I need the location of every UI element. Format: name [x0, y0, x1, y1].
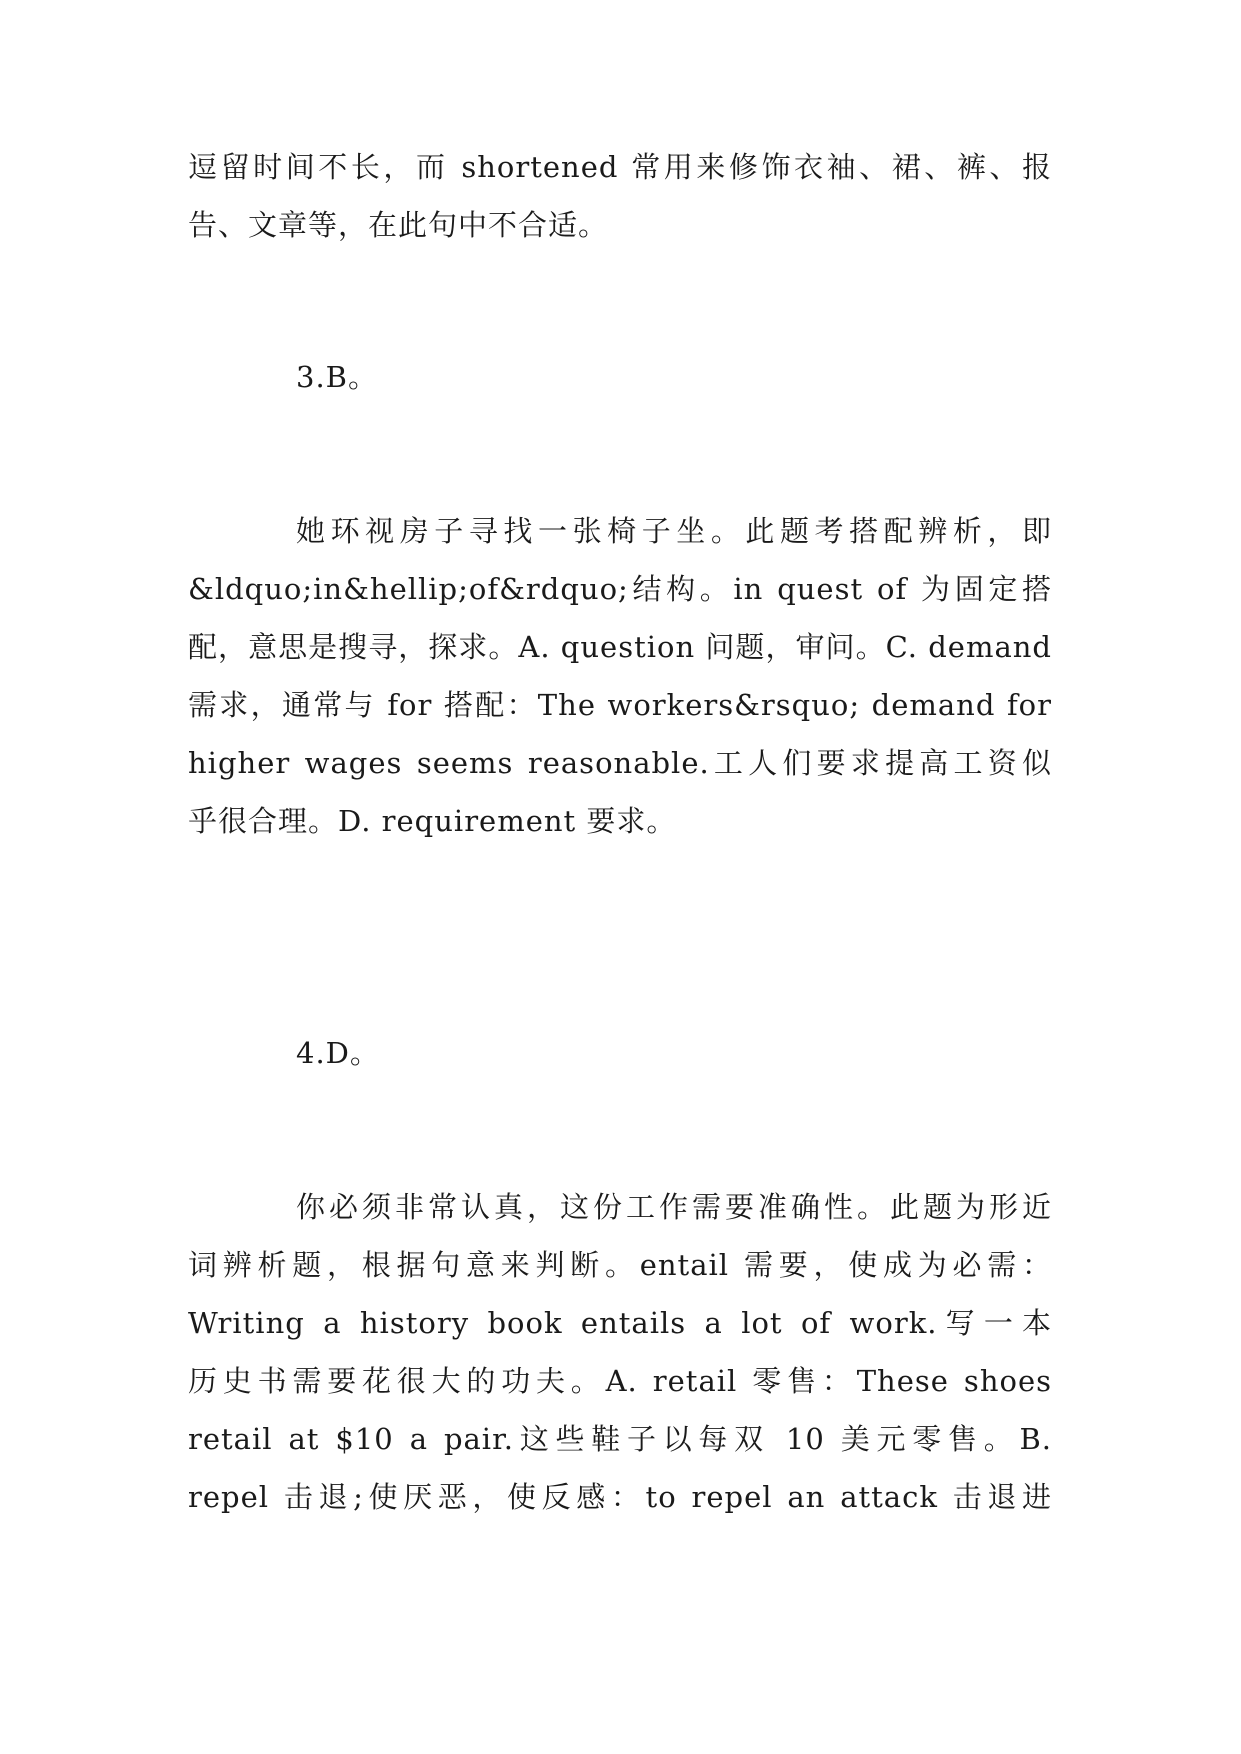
paragraph-explanation-4 [188, 1178, 1052, 1526]
answer-heading-4: 4.D。 [296, 1036, 380, 1070]
text-line: 配，意思是搜寻，探求。A. question 问题，审问。C. demand [188, 630, 1052, 664]
text-line: 你必须非常认真，这份工作需要准确性。此题为形近 [296, 1190, 1052, 1224]
text-line: 词辨析题，根据句意来判断。entail 需要，使成为必需： [188, 1248, 1052, 1282]
text-line: higher wages seems reasonable.工人们要求提高工资似 [188, 746, 1052, 780]
text-line: 乎很合理。D. requirement 要求。 [188, 804, 677, 838]
text-line: 历史书需要花很大的功夫。A. retail 零售：These shoes [188, 1364, 1052, 1398]
text-line: Writing a history book entails a lot of work.写一本 [188, 1306, 1052, 1340]
text-line: 告、文章等，在此句中不合适。 [188, 208, 609, 242]
text-line: 逗留时间不长，而 shortened 常用来修饰衣袖、裙、裤、报 [188, 150, 1052, 184]
text-line: repel 击退;使厌恶，使反感：to repel an attack 击退进 [188, 1480, 1052, 1514]
text-line: retail at $10 a pair.这些鞋子以每双 10 美元零售。B. [188, 1422, 1052, 1456]
answer-heading-3: 3.B。 [296, 360, 378, 394]
paragraph-continuation [188, 138, 1052, 254]
text-line: 需求，通常与 for 搭配：The workers&rsquo; demand for [188, 688, 1052, 722]
text-line: &ldquo;in&hellip;of&rdquo;结构。in quest of 为固定搭 [188, 572, 1052, 606]
paragraph-explanation-3 [188, 502, 1052, 850]
text-line: 她环视房子寻找一张椅子坐。此题考搭配辨析，即 [296, 514, 1052, 548]
